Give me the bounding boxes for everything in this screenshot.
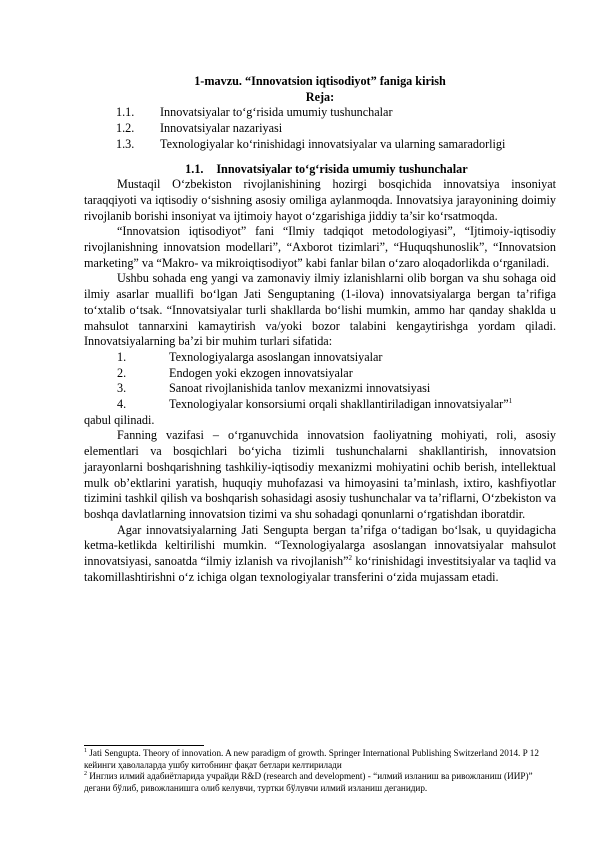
plan-item-text: Texnologiyalar ko‘rinishidagi innovatsiyalar va ularning samaradorligi	[160, 136, 506, 151]
list-item	[84, 397, 556, 413]
footnote-reference[interactable]: 2	[348, 554, 353, 563]
paragraph: Ushbu sohada eng yangi va zamonaviy ilmiy izlanishlarni olib borgan va shu sohaga oid ilmiy asarlar muallifi bo‘lgan Jati Senguptaning (1-ilova) innovatsiyalarga bergan ta’rifiga to‘xtalib o‘tsak. “Innovatsiyalar turli shakllarda bo‘lishi mumkin, ammo har qanday shaklda u mahsulot tannarxini kamaytirish va/yoki bozor talabini kengaytirishga yordam qiladi. Innovatsiyalarning ba’zi bir muhim turlari sifatida:	[84, 271, 556, 349]
footnote-divider	[84, 745, 204, 746]
footnote	[84, 748, 556, 771]
list-item-text: Texnologiyalarga asoslangan innovatsiyalar	[169, 349, 383, 364]
list-item	[84, 350, 556, 366]
plan-item	[84, 121, 556, 137]
footnote-text: Jati Sengupta. Theory of innovation. A new paradigm of growth. Springer International Publishing Switzerland 2014. P 12 кейинги ҳаволаларда ушбу китобнинг фақат бетлари келтирилади	[84, 748, 539, 770]
paragraph: Mustaqil O‘zbekiston rivojlanishining hozirgi bosqichida innovatsiya insoniyat taraqqiyoti va iqtisodiy o‘sishning asosiy omiliga aylanmoqda. Innovatsiya jarayonining doimiy rivojlanib borishi insoniyat va ijtimoiy hayot o‘zgarishiga jiddiy ta’sir ko‘rsatmoqda.	[84, 177, 556, 223]
footnote	[84, 771, 556, 794]
section-title: Innovatsiyalar to‘g‘risida umumiy tushunchalar	[216, 161, 468, 176]
paragraph-continuation: qabul qilinadi.	[84, 412, 155, 427]
list-item-text: Endogen yoki ekzogen innovatsiyalar	[169, 365, 353, 380]
list-item	[84, 366, 556, 382]
list-item-number: 3.	[117, 381, 127, 396]
document-page	[84, 74, 556, 586]
paragraph-text: ko‘rinishidagi investitsiyalar va taqlid va takomillashtirishni o‘z ichiga olgan texnologiyalar transferini o‘zida mujassam etadi.	[84, 554, 556, 584]
footnote-text: Инглиз илмий адабиётларида учрайди R&D (research and development) - “илмий изланиш ва ривожланиш (ИИР)” дегани бўлиб, ривожланишга олиб келувчи, туртки бўлувчи илмий изланиш деганидир.	[84, 771, 533, 793]
plan-item-text: Innovatsiyalar nazariyasi	[160, 121, 283, 136]
list-item-number: 2.	[117, 365, 127, 380]
list-item-text	[169, 397, 512, 413]
paragraph: “Innovatsion iqtisodiyot” fani “Ilmiy tadqiqot metodologiyasi”, “Ijtimoiy-iqtisodiy rivojlanishning innovatsion modellari”, “Axborot tizimlari”, “Huquqshunoslik”, “Innovatsion marketing” va “Makro- va mikroiqtisodiyot” kabi fanlar bilan o‘zaro aloqadorlikda o‘rganiladi.	[84, 224, 556, 270]
section-heading	[84, 162, 556, 178]
footnote-number: 2	[84, 771, 87, 778]
paragraph: Fanning vazifasi – o‘rganuvchida innovatsion faoliyatning mohiyati, roli, asosiy elementlari va bosqichlari bo‘yicha tizimli tushunchalarni shakllantirish, innovatsion jarayonlarni boshqarishning tashkiliy-iqtisodiy mexanizmi mohiyatini ochib berish, intellektual mulk ob’ektlarini yaratish, huquqiy muhofazasi va himoyasini ta’minlash, ixtiro, kashfiyotlar tizimini tashkil qilish va boshqarish sohasidagi asosiy tushunchalar va ta’riflarni, O‘zbekiston va boshqa davlatlarning innovatsion tizimi va shu sohadagi qonunlarni o‘rgatishdan iboratdir.	[84, 428, 556, 521]
list-item-text-content: Texnologiyalar konsorsiumi orqali shakllantiriladigan innovatsiyalar”	[169, 397, 509, 412]
plan-item-text: Innovatsiyalar to‘g‘risida umumiy tushunchalar	[160, 105, 393, 120]
footnote-reference[interactable]: 1	[508, 397, 513, 405]
plan-item	[84, 137, 556, 153]
plan-list	[84, 105, 556, 152]
paragraph-text: Agar innovatsiyalarning Jati Sengupta bergan ta’rifga o‘tadigan bo‘lsak, u quyidagicha ketma-ketlikda keltirilishi mumkin. “Texnologiyalarga asoslangan innovatsiyalar mahsulot innovatsiyasi, sanoatda “ilmiy izlanish va rivojlanish”	[84, 522, 556, 569]
footnote-number: 1	[84, 747, 87, 754]
list-item-text: Sanoat rivojlanishida tanlov mexanizmi innovatsiyasi	[169, 381, 431, 396]
footnotes	[84, 748, 556, 794]
plan-label: Reja:	[305, 89, 335, 104]
list-item	[84, 381, 556, 397]
list-item-number: 4.	[117, 397, 127, 412]
plan-item-number: 1.2.	[116, 121, 135, 136]
document-title: 1-mavzu. “Innovatsion iqtisodiyot” faniga kirish	[194, 74, 446, 88]
plan-item	[84, 105, 556, 121]
section-number: 1.1.	[185, 161, 204, 176]
innovation-types-list	[84, 350, 556, 413]
paragraph	[84, 523, 556, 586]
plan-item-number: 1.1.	[116, 105, 135, 120]
plan-item-number: 1.3.	[116, 136, 135, 151]
list-item-number: 1.	[117, 349, 127, 364]
